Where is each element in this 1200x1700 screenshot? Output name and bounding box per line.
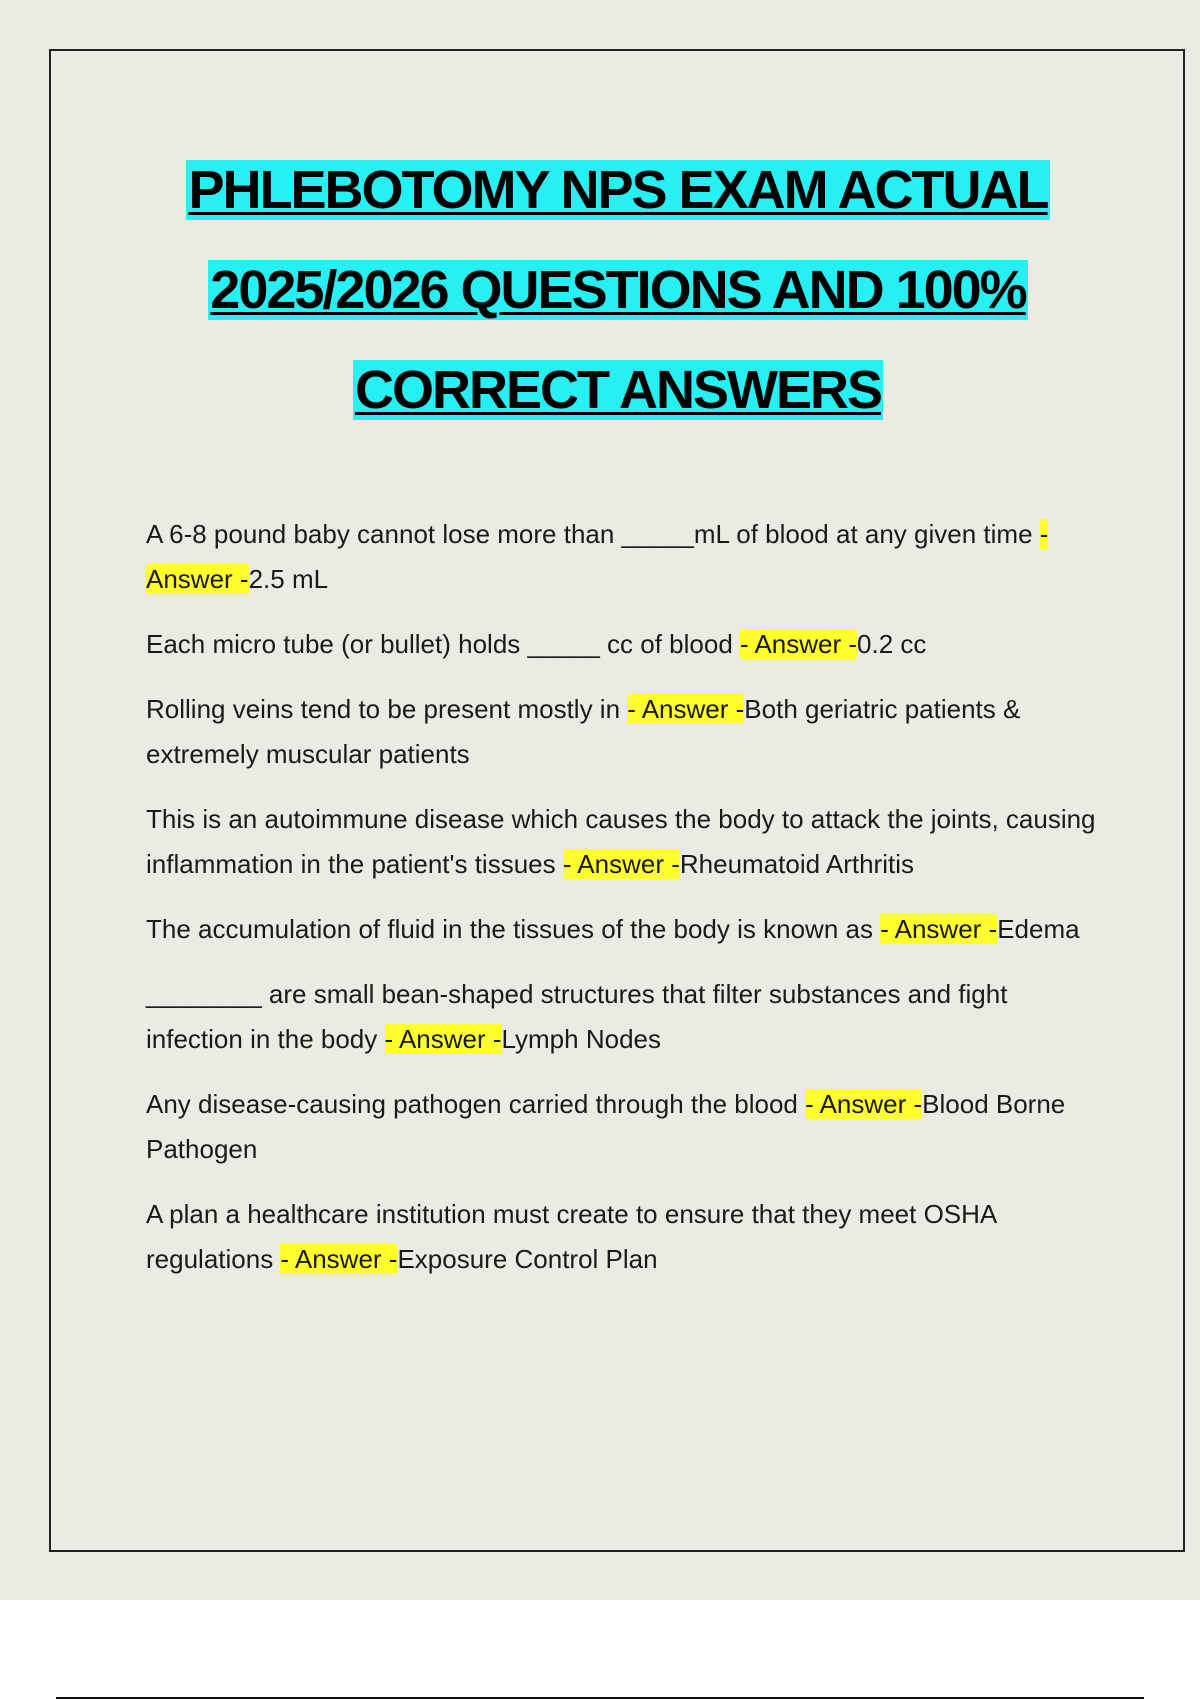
question-text: ________ are small bean-shaped structures that filter substances and fight infection in the body [146, 979, 1008, 1054]
title-line-2: 2025/2026 QUESTIONS AND 100% [210, 260, 1026, 320]
answer-text: Rheumatoid Arthritis [679, 849, 914, 879]
title-line-3: CORRECT ANSWERS [354, 360, 881, 420]
answer-label: - Answer - [805, 1089, 923, 1119]
qa-item [146, 512, 1106, 602]
question-text: A plan a healthcare institution must create to ensure that they meet OSHA regulations [146, 1199, 996, 1274]
answer-text: 0.2 cc [857, 629, 927, 659]
qa-item [146, 907, 1106, 952]
answer-label: - Answer - [146, 519, 1049, 594]
qa-item [146, 797, 1106, 887]
document-title [100, 140, 1136, 440]
answer-label: - Answer - [740, 629, 858, 659]
answer-text: Lymph Nodes [501, 1024, 661, 1054]
answer-text: Edema [997, 914, 1080, 944]
question-text: The accumulation of fluid in the tissues of the body is known as [146, 914, 881, 944]
answer-label: - Answer - [280, 1244, 398, 1274]
footer-divider [56, 1697, 1144, 1699]
qa-item [146, 622, 1106, 667]
question-text: Rolling veins tend to be present mostly in [146, 694, 628, 724]
title-line-1: PHLEBOTOMY NPS EXAM ACTUAL [188, 160, 1048, 220]
question-text: A 6-8 pound baby cannot lose more than _____mL of blood at any given time [146, 519, 1040, 549]
qa-list [146, 512, 1106, 1302]
qa-item [146, 687, 1106, 777]
answer-text: Exposure Control Plan [397, 1244, 658, 1274]
qa-item [146, 1192, 1106, 1282]
answer-label: - Answer - [880, 914, 998, 944]
answer-label: - Answer - [384, 1024, 502, 1054]
answer-text: 2.5 mL [248, 564, 329, 594]
qa-item [146, 972, 1106, 1062]
answer-label: - Answer - [562, 849, 680, 879]
question-text: Any disease-causing pathogen carried through the blood [146, 1089, 806, 1119]
answer-text: Both geriatric patients & extremely muscular patients [146, 694, 1021, 769]
qa-item [146, 1082, 1106, 1172]
question-text: Each micro tube (or bullet) holds _____ cc of blood [146, 629, 741, 659]
question-text: This is an autoimmune disease which causes the body to attack the joints, causing inflammation in the patient's tissues [146, 804, 1096, 879]
answer-label: - Answer - [627, 694, 745, 724]
answer-text: Blood Borne Pathogen [146, 1089, 1066, 1164]
